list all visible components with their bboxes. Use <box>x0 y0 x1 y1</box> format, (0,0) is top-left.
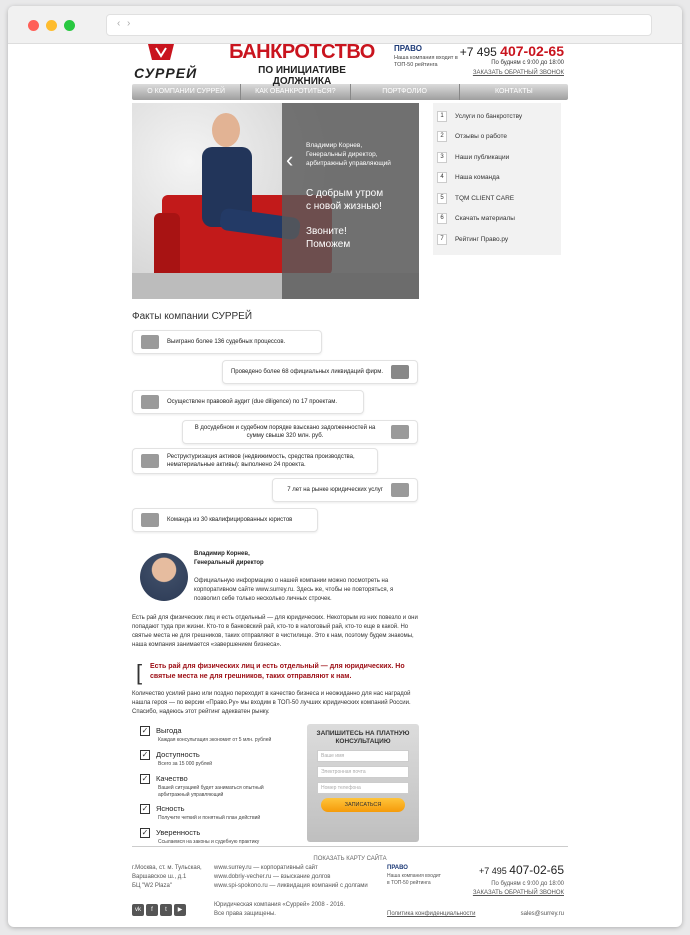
submit-button[interactable]: ЗАПИСАТЬСЯ <box>321 798 405 812</box>
fact-card: Осуществлен правовой аудит (due diligence) по 17 проектам. <box>132 390 364 414</box>
side-menu-item[interactable]: 4 Наша команда <box>437 168 557 189</box>
person-head-image <box>212 113 240 147</box>
growth-chart-icon <box>391 483 409 497</box>
side-menu-item[interactable]: 3 Наши публикации <box>437 147 557 168</box>
consultation-form <box>307 724 419 842</box>
facebook-icon[interactable]: f <box>146 904 158 916</box>
footer-copyright: Юридическая компания «Суррей» 2008 - 2016. Все права защищены. <box>214 902 346 917</box>
callback-link[interactable]: ЗАКАЗАТЬ ОБРАТНЫЙ ЗВОНОК <box>472 70 564 76</box>
side-menu <box>433 103 561 255</box>
fact-card: Проведено более 68 официальных ликвидаций фирм. <box>222 360 418 384</box>
benefits-list <box>140 726 308 852</box>
maximize-dot-icon[interactable] <box>64 20 75 31</box>
fact-card: Реструктуризация активов (недвижимость, средства производства, нематериальные активы): выполнено 24 проекта. <box>132 448 378 474</box>
footer-phone[interactable]: +7 495 407-02-65 <box>478 863 564 877</box>
side-menu-item[interactable]: 5 TQM CLIENT CARE <box>437 188 557 209</box>
side-menu-item[interactable]: 2 Отзывы о работе <box>437 127 557 148</box>
privacy-link[interactable]: Политика конфиденциальности <box>387 911 476 917</box>
side-menu-item[interactable]: 6 Скачать материалы <box>437 209 557 230</box>
article-intro: Официальную информацию о нашей компании можно посмотреть на корпоративном сайте www.surrey.ru. Здесь же, чтобы не повторяться, я позволил себе только несколько личных строчек. <box>194 578 394 602</box>
page-subtitle: ПО ИНИЦИАТИВЕ ДОЛЖНИКА <box>258 65 346 87</box>
sitemap-divider <box>132 846 568 865</box>
fact-card: Выиграно более 136 судебных процессов. <box>132 330 322 354</box>
minimize-dot-icon[interactable] <box>46 20 57 31</box>
phone-field[interactable]: Номер телефона <box>317 782 409 794</box>
hero-caption: Владимир Корнев, Генеральный директор, арбитражный управляющий <box>306 142 391 167</box>
email-field[interactable]: Электронная почта <box>317 766 409 778</box>
facts-heading: Факты компании СУРРЕЙ <box>132 311 253 322</box>
header-hours: По будням с 9:00 до 18:00 <box>491 60 564 66</box>
fire-icon <box>391 365 409 379</box>
hero-banner <box>132 103 419 299</box>
quote-bracket-icon: [ <box>136 660 143 685</box>
close-dot-icon[interactable] <box>28 20 39 31</box>
check-icon: ✓ <box>141 750 149 759</box>
avatar <box>140 553 188 601</box>
check-icon: ✓ <box>141 828 149 837</box>
fact-card: В досудебном и судебном порядке взыскано задолженностей на сумму свыше 320 млн. руб. <box>182 420 418 444</box>
check-icon: ✓ <box>141 774 149 783</box>
back-icon[interactable]: ‹ <box>117 18 121 29</box>
side-menu-item[interactable]: 1 Услуги по банкротству <box>437 106 557 127</box>
team-icon <box>141 513 159 527</box>
article-paragraph: Есть рай для физических лиц и есть отдельный — для юридических. Некоторым из них повезло и они попадают туда при жизни. Кто-то в банковский рай, кто-то в налоговый рай, кто-то еще в какой. Но святые места не для грешников, таких отправляют в чистилище. Это к нам, поэтому будем знакомы, наша компания занимается «завершением бизнеса». <box>132 615 418 648</box>
nav-item-how[interactable]: КАК ОБАНКРОТИТЬСЯ? <box>241 84 350 100</box>
youtube-icon[interactable]: ▶ <box>174 904 186 916</box>
nav-item-portfolio[interactable]: ПОРТФОЛИО <box>351 84 460 100</box>
footer-pravo: ПРАВО Наша компания входит в ТОП-50 рейтинга <box>387 865 441 886</box>
article-quote: [ Есть рай для физических лиц и есть отдельный — для юридических. Но святые места не для грешников, таких отправляют к нам. <box>136 660 405 685</box>
name-field[interactable]: Ваше имя <box>317 750 409 762</box>
benefit-item: ✓ Доступность Всего за 15 000 рублей <box>141 750 213 767</box>
hero-cta: Звоните! Поможем <box>306 226 351 250</box>
form-title: ЗАПИШИТЕСЬ НА ПЛАТНУЮ КОНСУЛЬТАЦИЮ <box>316 730 410 745</box>
page-title: БАНКРОТСТВО <box>229 41 375 63</box>
trophy-icon <box>141 335 159 349</box>
magnifier-icon <box>141 395 159 409</box>
check-icon: ✓ <box>141 804 149 813</box>
fact-card: 7 лет на рынке юридических услуг <box>272 478 418 502</box>
footer-email[interactable]: sales@surrey.ru <box>520 911 564 917</box>
cubes-icon <box>141 454 159 468</box>
site-footer <box>132 864 568 924</box>
header-phone[interactable]: +7 495 407-02-65 <box>459 43 564 59</box>
slider-prev-icon[interactable]: ‹ <box>286 147 294 172</box>
pravo-logo: ПРАВО <box>394 44 422 53</box>
check-icon: ✓ <box>141 726 149 735</box>
hero-greeting: С добрым утром с новой жизнью! <box>306 188 384 212</box>
money-icon <box>391 425 409 439</box>
footer-callback-link[interactable]: ЗАКАЗАТЬ ОБРАТНЫЙ ЗВОНОК <box>472 890 564 896</box>
site-page <box>132 38 568 917</box>
pravo-text: Наша компания входит в ТОП-50 рейтинга <box>394 55 458 68</box>
twitter-icon[interactable]: t <box>160 904 172 916</box>
benefit-item: ✓ Выгода Каждая консультация экономит от 5 млн. рублей <box>141 726 272 743</box>
benefit-item: ✓ Качество Вашей ситуацией будет заниматься опытный арбитражный управляющий <box>141 774 264 798</box>
footer-sites[interactable]: www.surrey.ru — корпоративный сайт www.dobriy-vecher.ru — взыскание долгов www.spi-spokono.ru — ликвидация компаний с долгами <box>214 865 368 889</box>
sitemap-link[interactable]: ПОКАЗАТЬ КАРТУ САЙТА <box>307 856 392 862</box>
forward-icon[interactable]: › <box>127 18 131 29</box>
social-links <box>132 904 186 916</box>
benefit-item: ✓ Уверенность Ссылаемся на законы и судебную практику <box>141 828 260 845</box>
vk-icon[interactable]: vk <box>132 904 144 916</box>
logo-mark-icon <box>146 42 176 62</box>
benefit-item: ✓ Ясность Получите четкий и понятный план действий <box>141 804 261 821</box>
side-menu-item[interactable]: 7 Рейтинг Право.ру <box>437 229 557 250</box>
logo-text[interactable]: СУРРЕЙ <box>134 65 198 81</box>
nav-item-about[interactable]: О КОМПАНИИ СУРРЕЙ <box>132 84 241 100</box>
article-paragraph: Количество усилий рано или поздно переходит в качество бизнеса и неожиданно для нас наградой нашла героя — по версии «Право.Ру» мы входим в ТОП-50 лучших юридических компаний России. Спасибо, надеюсь этот рейтинг адекватен рынку. <box>132 691 411 715</box>
address-bar[interactable] <box>106 14 652 36</box>
footer-hours: По будням с 9:00 до 18:00 <box>491 881 564 887</box>
author-block: Владимир Корнев, Генеральный директор <box>194 551 264 566</box>
hero-overlay-panel <box>282 103 419 299</box>
fact-card: Команда из 30 квалифицированных юристов <box>132 508 318 532</box>
site-header <box>132 38 568 87</box>
nav-item-contacts[interactable]: КОНТАКТЫ <box>494 88 533 95</box>
footer-address: г.Москва, ст. м. Тульская, Варшавское ш., д.1 БЦ "W2 Plaza" <box>132 865 202 889</box>
